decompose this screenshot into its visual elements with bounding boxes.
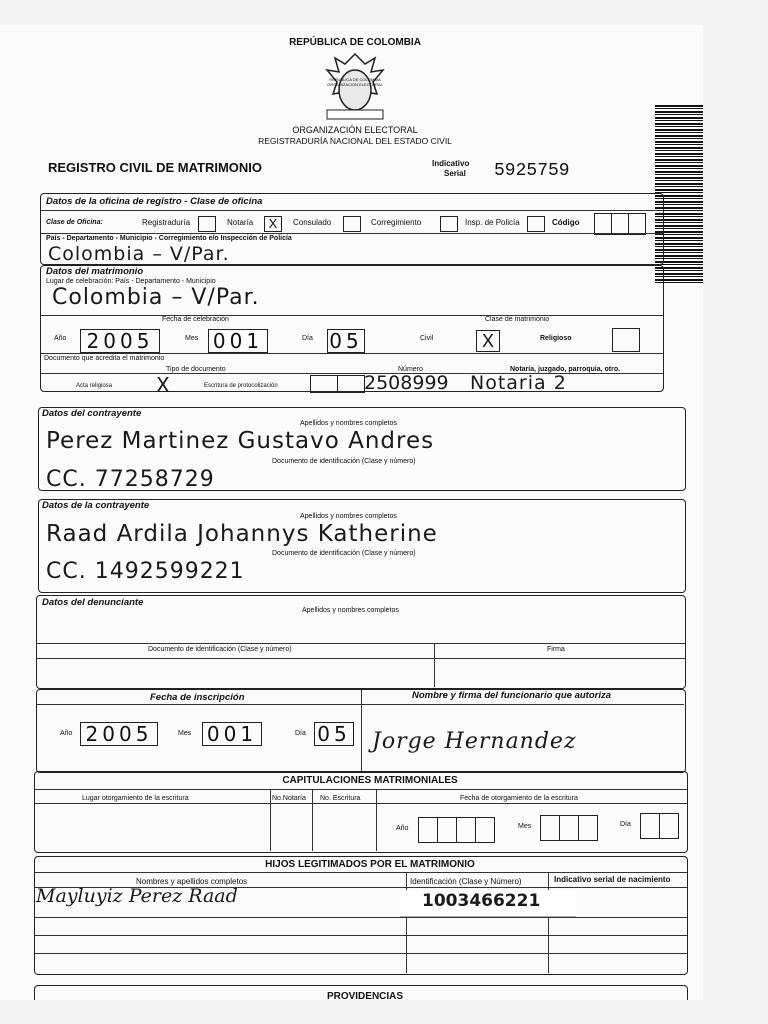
religioso-label: Religioso [540,335,572,342]
numero-value: 2508999 [364,372,449,394]
civil-checkbox[interactable]: X [476,330,500,352]
opt-consulado: Consulado [293,218,332,227]
insp-policia-checkbox[interactable] [527,216,545,232]
oficina-lugar-value: Colombia – V/Par. [48,243,230,265]
funcionario-title: Nombre y firma del funcionario que autoriza [412,690,612,701]
opt-notaria: Notaría [227,218,254,227]
celebracion-mes-value: 001 [208,329,268,353]
contrayenta-nombres-label: Apellidos y nombres completos [300,513,397,520]
hijo1-nombre: Mayluyiz Perez Raad [36,885,238,907]
corregimiento-checkbox[interactable] [440,216,458,232]
celebracion-dia-label: Día [302,335,313,342]
notaria-label: Notaría, juzgado, parroquia, otro. [510,366,621,373]
funcionario-firma: Jorge Hernandez [372,729,577,754]
serial-label-1: Indicativo [432,159,470,168]
contrayenta-doc-value: CC. 1492599221 [46,559,245,584]
oficina-lugar-label: País - Departamento - Municipio - Corregimiento e/o Inspección de Policía [46,235,292,242]
opt-registraduria: Registraduría [142,218,191,227]
celebracion-ano-label: Año [54,335,67,342]
acta-religiosa-mark: X [156,373,171,397]
matrimonio-title: Datos del matrimonio [46,266,144,277]
clase-matrimonio-label: Clase de matrimonio [485,316,550,323]
celebracion-ano-value: 2005 [80,329,160,353]
denunciante-title: Datos del denunciante [42,597,144,608]
serial-label-2: Serial [444,169,466,178]
cap-no-escritura: No. Escritura [320,795,361,802]
inscripcion-mes-label: Mes [178,730,192,737]
matrimonio-lugar-value: Colombia – V/Par. [52,285,260,310]
registraduria-checkbox[interactable] [198,216,216,232]
cap-ano-label: Año [396,825,409,832]
inscripcion-dia-value: 05 [314,722,354,746]
clase-oficina-label: Clase de Oficina: [46,219,103,226]
cap-lugar-label: Lugar otorgamiento de la escritura [82,795,189,802]
country-title: REPÚBLICA DE COLOMBIA [289,37,421,48]
codigo-label: Código [552,218,580,227]
seal-text: REPUBLICA DE COLOMBIA ORGANIZACION ELECTORAL [327,77,383,87]
cap-no-notaria: No.Notaría [272,795,306,802]
opt-insp-policia: Insp. de Policía [465,218,520,227]
notaria-checkbox[interactable]: X [264,216,282,232]
escritura-label: Escritura de protocolización [204,383,278,389]
inscripcion-ano-value: 2005 [80,722,158,746]
contrayenta-nombres-value: Raad Ardila Johannys Katherine [46,521,438,547]
contrayente-title: Datos del contrayente [42,408,142,419]
hijos-serial-label: Indicativo serial de nacimiento [554,875,671,884]
denunciante-doc-label: Documento de identificación (Clase y número) [148,646,292,653]
hijos-id-label: Identificación (Clase y Número) [410,877,522,886]
inscripcion-ano-label: Año [60,730,73,737]
acta-religiosa-label: Acta religiosa [76,383,113,389]
document-title: REGISTRO CIVIL DE MATRIMONIO [48,160,263,175]
numero-label: Número [398,366,423,373]
cap-mes-label: Mes [518,823,532,830]
matrimonio-lugar-label: Lugar de celebración: País - Departamento - Municipio [46,278,216,285]
contrayente-doc-label: Documento de identificación (Clase y número) [272,458,416,465]
notaria-value: Notaria 2 [470,372,567,394]
celebracion-dia-value: 05 [327,329,365,353]
celebracion-mes-label: Mes [185,335,199,342]
serial-number: 5925759 [494,161,570,181]
registry-name: REGISTRADURÍA NACIONAL DEL ESTADO CIVIL [258,136,452,146]
org-name: ORGANIZACIÓN ELECTORAL [292,125,418,135]
capitulaciones-title: CAPITULACIONES MATRIMONIALES [282,775,458,786]
oficina-title: Datos de la oficina de registro - Clase de oficina [46,196,263,207]
civil-registry-document [0,25,703,1000]
denunciante-firma-label: Firma [547,646,565,653]
denunciante-nombres-label: Apellidos y nombres completos [302,607,399,614]
contrayenta-title: Datos de la contrayente [42,500,150,511]
cap-fecha-label: Fecha de otorgamiento de la escritura [460,795,578,802]
contrayente-doc-value: CC. 77258729 [46,467,215,492]
contrayente-nombres-value: Perez Martinez Gustavo Andres [46,428,435,454]
inscripcion-dia-label: Día [295,730,306,737]
hijos-nombres-label: Nombres y apellidos completos [136,877,248,886]
contrayente-nombres-label: Apellidos y nombres completos [300,420,397,427]
inscripcion-mes-value: 001 [202,722,262,746]
providencias-title: PROVIDENCIAS [326,991,404,1000]
hijos-section [34,856,688,975]
fecha-celebracion-label: Fecha de celebración [162,316,229,323]
hijo1-id: 1003466221 [422,891,541,911]
consulado-checkbox[interactable] [343,216,361,232]
cap-dia-label: Día [620,821,631,828]
doc-acredita-label: Documento que acredita el matrimonio [44,355,165,362]
religioso-checkbox[interactable] [612,328,640,352]
inscripcion-title: Fecha de inscripción [150,692,245,703]
contrayenta-doc-label: Documento de identificación (Clase y número) [272,550,416,557]
civil-label: Civil [420,335,434,342]
hijos-title: HIJOS LEGITIMADOS POR EL MATRIMONIO [265,859,475,870]
opt-corregimiento: Corregimiento [371,218,422,227]
tipo-documento-label: Tipo de documento [166,366,226,373]
